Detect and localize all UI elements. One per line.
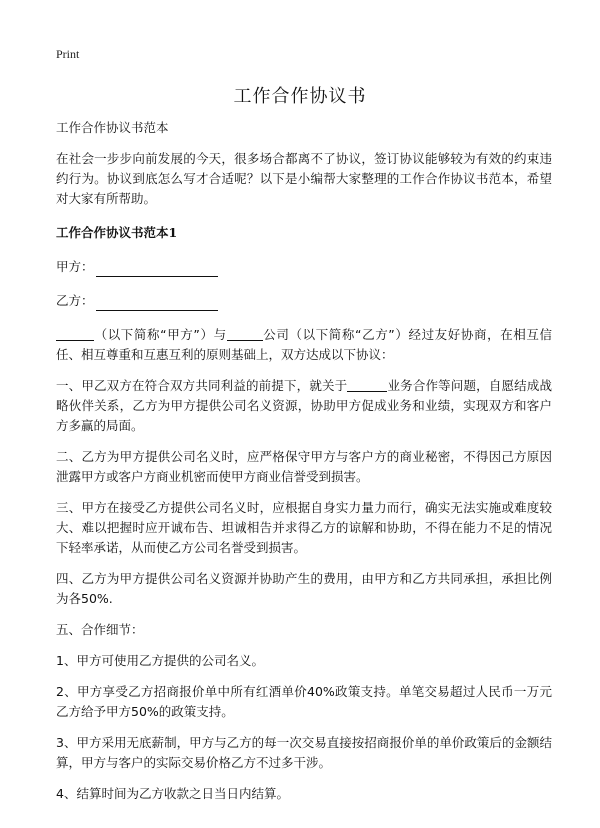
intro-paragraph: 在社会一步步向前发展的今天，很多场合都离不了协议，签订协议能够较为有效的约束违约行为。协议到底怎么写才合适呢？以下是小编帮大家整理的工作合作协议书范本，希望对大家有所帮助。	[56, 151, 552, 206]
party-b-blank	[96, 294, 218, 311]
clause-1-text-2: 业务合作等问题，自愿结成战略伙伴关系，乙方为甲方提供公司名义资源，协助甲方促成业务和业绩，实现双方和客户方多赢的局面。	[56, 378, 552, 433]
detail-4: 4、结算时间为乙方收款之日当日内结算。	[56, 786, 289, 801]
party-a-label: 甲方：	[56, 259, 94, 274]
subtitle: 工作合作协议书范本	[56, 120, 169, 135]
preamble-blank-1	[56, 326, 94, 341]
party-a-line	[56, 257, 552, 277]
clause-1-blank	[347, 377, 387, 392]
detail-1: 1、甲方可使用乙方提供的公司名义。	[56, 653, 264, 668]
detail-3: 3、甲方采用无底薪制，甲方与乙方的每一次交易直接按招商报价单的单价政策后的金额结算，甲方与客户的实际交易价格乙方不过多干涉。	[56, 735, 552, 770]
section-heading: 工作合作协议书范本1	[56, 225, 178, 240]
clause-4: 四、乙方为甲方提供公司名义资源并协助产生的费用，由甲方和乙方共同承担，承担比例为各50%.	[56, 571, 552, 606]
preamble-text-2: 公司（以下简称“乙方”）经过友好协商，在相互信任、相互尊重和互惠互利的原则基础上，双方达成以下协议：	[56, 327, 553, 362]
preamble-text-1: （以下简称“甲方”）与	[94, 327, 227, 342]
page-title: 工作合作协议书	[233, 86, 367, 107]
document-body	[56, 118, 552, 815]
clause-1-text-1: 一、甲乙双方在符合双方共同利益的前提下，就关于	[56, 378, 348, 393]
clause-5: 五、合作细节：	[56, 622, 144, 637]
party-a-blank	[96, 260, 218, 277]
print-link[interactable]: Print	[56, 47, 80, 61]
preamble-blank-2	[227, 326, 263, 341]
detail-2: 2、甲方享受乙方招商报价单中所有红酒单价40%政策支持。单笔交易超过人民币一万元乙方给予甲方50%的政策支持。	[56, 684, 552, 719]
party-b-label: 乙方：	[56, 293, 94, 308]
clause-2: 二、乙方为甲方提供公司名义时，应严格保守甲方与客户方的商业秘密，不得因己方原因泄露甲方或客户方商业机密而使甲方商业信誉受到损害。	[56, 449, 552, 484]
party-b-line	[56, 291, 552, 311]
preamble-paragraph	[56, 325, 552, 365]
clause-3: 三、甲方在接受乙方提供公司名义时，应根据自身实力量力而行，确实无法实施或难度较大、难以把握时应开诚布告、坦诚相告并求得乙方的谅解和协助，不得在能力不足的情况下轻率承诺，从而使乙方公司名誉受到损害。	[56, 500, 552, 555]
clause-1	[56, 376, 552, 436]
